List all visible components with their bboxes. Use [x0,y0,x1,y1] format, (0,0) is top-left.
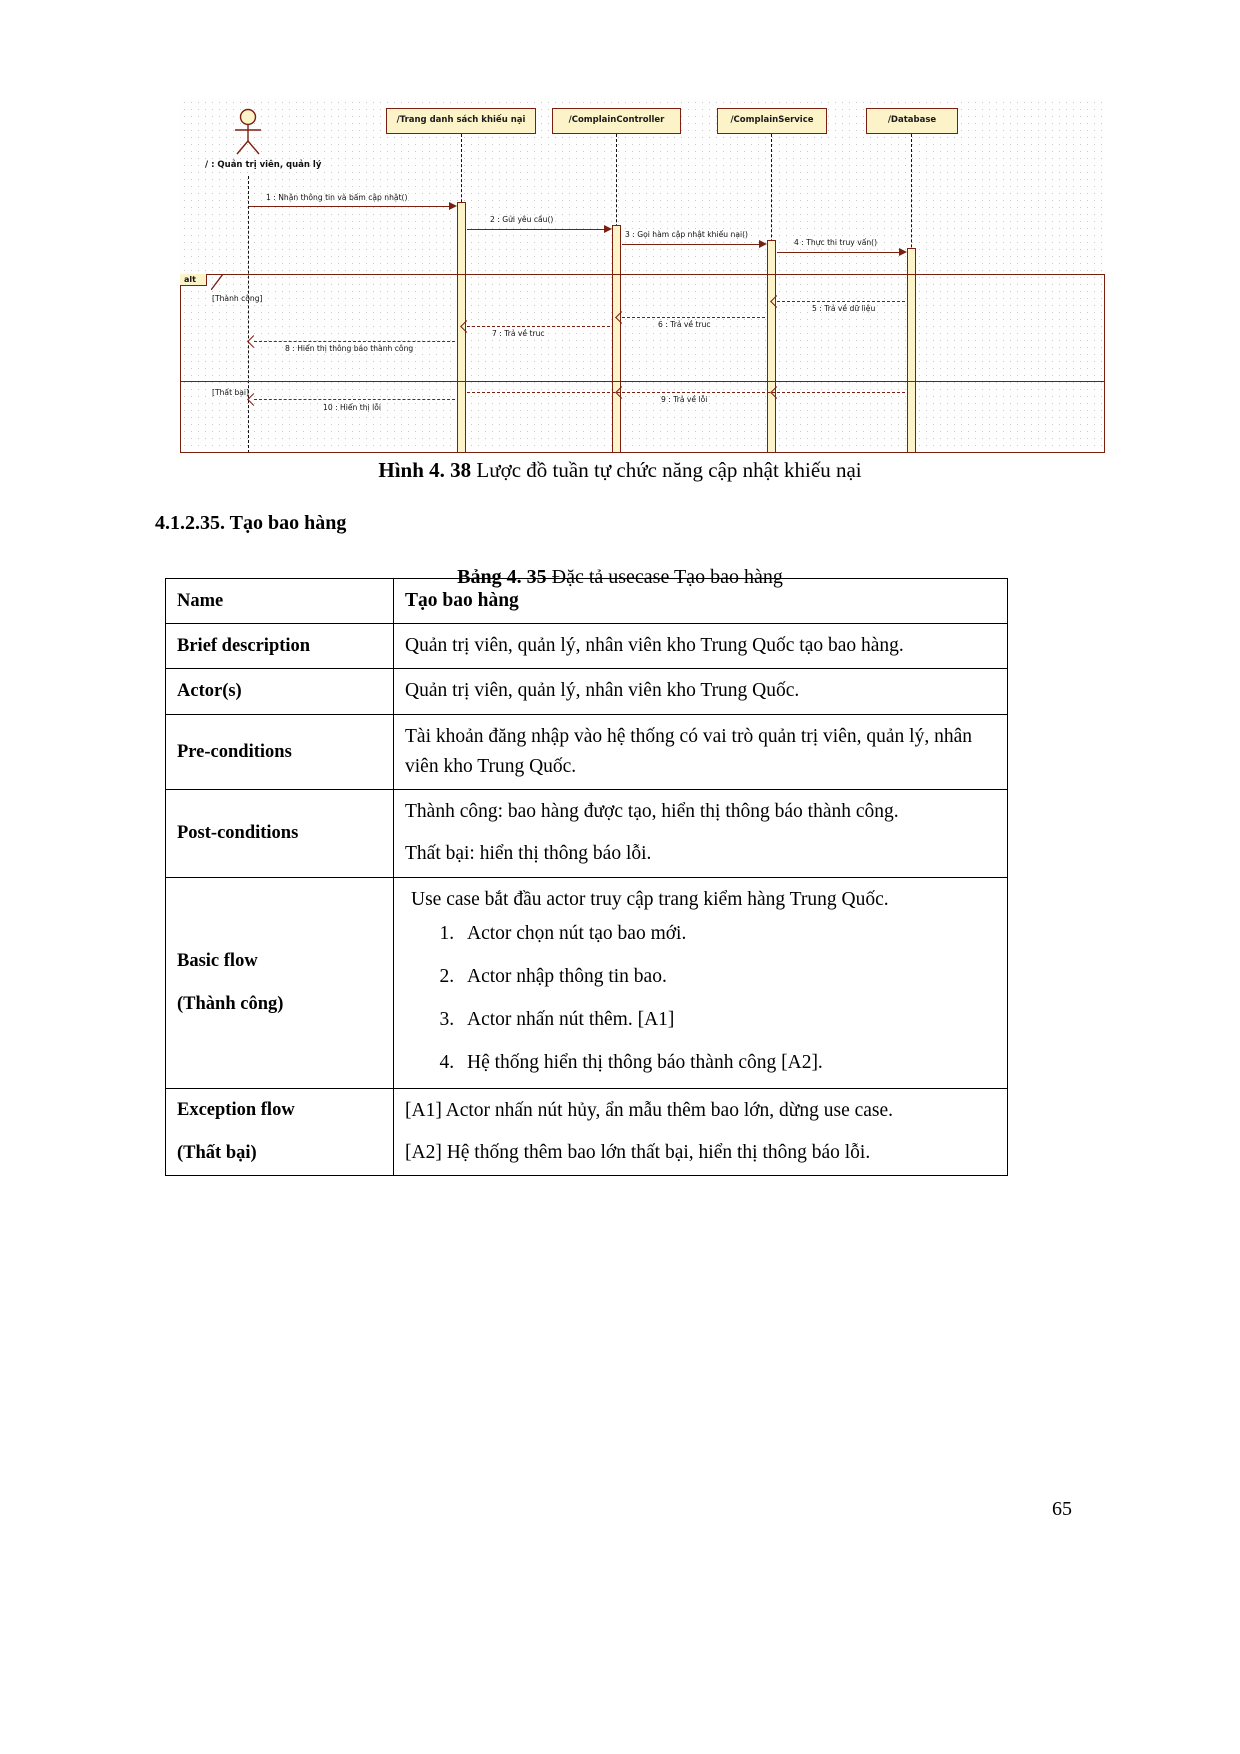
message-line-2 [467,229,609,230]
row-key-basic-flow [166,877,394,1088]
exception-flow-line-2: [A2] Hệ thống thêm bao lớn thất bại, hiển thị thông báo lỗi. [405,1141,871,1163]
message-line-3 [622,244,764,245]
message-label-8: 8 : Hiển thị thông báo thành công [285,344,414,353]
page-number: 65 [1052,1498,1072,1520]
table-row-post-conditions [166,790,1008,877]
section-heading: 4.1.2.35. Tạo bao hàng [155,512,347,534]
message-arrow-3 [759,240,767,248]
figure-caption-lead: Hình 4. 38 [378,458,472,482]
row-value-post-conditions [394,790,1008,877]
table-caption-text: Đặc tả usecase Tạo bao hàng [546,566,783,588]
message-arrow-1 [449,202,457,210]
basic-flow-key-line-1: Basic flow [177,950,258,971]
message-label-2: 2 : Gửi yêu cầu() [490,215,554,224]
message-arrow-2 [604,225,612,233]
message-line-4 [777,252,904,253]
row-value-actors: Quản trị viên, quản lý, nhân viên kho Trung Quốc. [394,669,1008,714]
alt-guard-fail: [Thất bại] [212,388,250,397]
table-row-basic-flow [166,877,1008,1088]
post-conditions-line-1: Thành công: bao hàng được tạo, hiển thị thông báo thành công. [405,801,899,823]
lifeline-box-trang-danh-sach-khieu-nai[interactable]: /Trang danh sách khiếu nại [386,108,536,134]
lifeline-box-complain-controller[interactable]: /ComplainController [552,108,681,134]
message-label-9: 9 : Trả về lỗi [661,395,708,404]
message-line-9 [467,392,905,393]
message-line-7 [467,326,610,327]
row-value-pre-conditions: Tài khoản đăng nhập vào hệ thống có vai trò quản trị viên, quản lý, nhân viên kho Trung Quốc. [394,714,1008,789]
message-line-10 [254,399,455,400]
basic-flow-step: 4. Hệ thống hiển thị thông báo thành công [A2]. [459,1048,998,1078]
table-row-exception-flow [166,1088,1008,1175]
basic-flow-intro: Use case bắt đầu actor truy cập trang kiểm hàng Trung Quốc. [411,888,889,910]
usecase-spec-table [165,578,1008,1176]
basic-flow-step-list [405,919,998,1079]
row-key-exception-flow [166,1088,394,1175]
row-value-name: Tạo bao hàng [394,579,1008,624]
table-row-pre-conditions [166,714,1008,789]
table-row-name [166,579,1008,624]
alt-fragment-divider [180,381,1105,382]
row-key-pre-conditions: Pre-conditions [166,714,394,789]
post-conditions-line-2: Thất bại: hiển thị thông báo lỗi. [405,843,652,865]
actor-label: / : Quản trị viên, quản lý [205,160,322,170]
table-row-brief-description [166,624,1008,669]
lifeline-box-database[interactable]: /Database [866,108,958,134]
message-label-5: 5 : Trả về dữ liệu [812,304,876,313]
basic-flow-step: 1. Actor chọn nút tạo bao mới. [459,919,998,949]
lifeline-box-complain-service[interactable]: /ComplainService [717,108,827,134]
row-value-basic-flow [394,877,1008,1088]
exception-flow-line-1: [A1] Actor nhấn nút hủy, ẩn mẫu thêm bao lớn, dừng use case. [405,1099,894,1121]
row-value-brief-description: Quản trị viên, quản lý, nhân viên kho Trung Quốc tạo bao hàng. [394,624,1008,669]
basic-flow-step: 2. Actor nhập thông tin bao. [459,962,998,992]
message-label-3: 3 : Gọi hàm cập nhật khiếu nại() [625,230,749,239]
message-arrow-4 [899,248,907,256]
row-key-actors: Actor(s) [166,669,394,714]
actor-stick-figure [228,108,268,156]
row-key-post-conditions: Post-conditions [166,790,394,877]
alt-guard-success: [Thành công] [212,294,263,303]
message-label-1: 1 : Nhận thông tin và bấm cập nhật() [266,193,408,202]
row-key-name: Name [166,579,394,624]
message-line-6 [622,317,765,318]
alt-fragment-frame [180,274,1105,453]
sequence-diagram-figure [180,98,1105,453]
message-line-5 [777,301,905,302]
basic-flow-key-line-2: (Thành công) [177,993,284,1014]
message-label-7: 7 : Trả về truc [492,329,545,338]
alt-fragment-tag: alt [180,274,207,286]
exception-flow-key-line-2: (Thất bại) [177,1142,257,1163]
message-line-8 [254,341,455,342]
figure-caption-text: Lược đồ tuần tự chức năng cập nhật khiếu nại [471,458,862,482]
message-label-6: 6 : Trả về truc [658,320,711,329]
message-label-4: 4 : Thực thi truy vấn() [794,238,878,247]
basic-flow-step: 3. Actor nhấn nút thêm. [A1] [459,1005,998,1035]
row-key-brief-description: Brief description [166,624,394,669]
table-caption-lead: Bảng 4. 35 [457,566,547,588]
table-row-actors [166,669,1008,714]
row-value-exception-flow [394,1088,1008,1175]
figure-caption [0,458,1240,483]
alt-tag-corner-icon [211,274,223,290]
message-line-1 [249,206,454,207]
message-label-10: 10 : Hiển thị lỗi [323,403,381,412]
exception-flow-key-line-1: Exception flow [177,1100,295,1121]
